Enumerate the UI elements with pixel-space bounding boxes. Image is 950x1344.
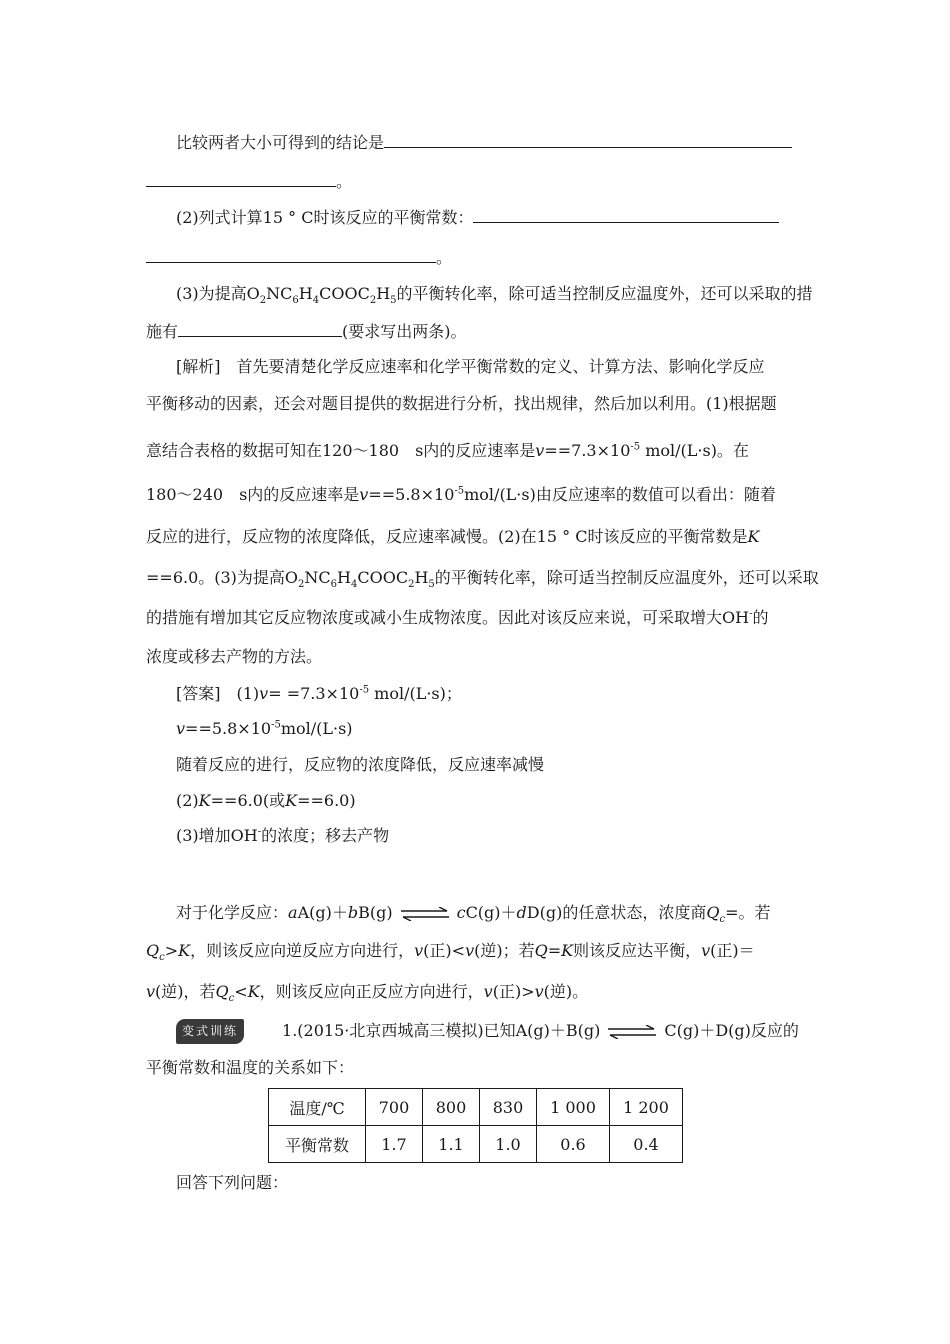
- table-cell: 平衡常数: [269, 1126, 366, 1163]
- conclusion-line-2: 。: [146, 170, 804, 193]
- analysis-line: 反应的进行，反应物的浓度降低，反应速率减慢。(2)在15 ° C时该反应的平衡常数是K: [146, 527, 760, 546]
- summary-line: $Q_c>K$，则该反应向逆反应方向进行，v(正)<v(逆)；若Q=K则该反应达平衡，v(正)＝: [146, 941, 755, 964]
- summary-line: 对于化学反应：aA(g)＋bB(g) cC(g)＋dD(g)的任意状态，浓度商$Q_c=$。若: [176, 903, 771, 926]
- answer-line: (3)增加OH-的浓度；移去产物: [176, 826, 390, 845]
- answer-blank: [473, 206, 779, 223]
- analysis-line: 平衡移动的因素，还会对题目提供的数据进行分析，找出规律，然后加以利用。(1)根据题: [146, 394, 777, 413]
- answer-blank: [384, 131, 792, 148]
- analysis-line: 意结合表格的数据可知在120～180 s内的反应速率是$v==7.3\times 10^{-5}$ mol/(L·s)。在: [146, 441, 749, 460]
- table-cell: 1 000: [537, 1089, 610, 1126]
- table-row: [269, 1089, 683, 1126]
- answer-line: 随着反应的进行，反应物的浓度降低，反应速率减慢: [176, 755, 545, 774]
- table-cell: 830: [480, 1089, 537, 1126]
- table-cell: 温度/℃: [269, 1089, 366, 1126]
- reversible-arrow-icon: [399, 907, 451, 921]
- table-cell: 1 200: [610, 1089, 683, 1126]
- reversible-arrow-icon: [606, 1025, 658, 1039]
- table-cell: 1.1: [423, 1126, 480, 1163]
- question-2-text: (2)列式计算15 ° C时该反应的平衡常数：: [176, 208, 474, 227]
- answer-blank: [146, 170, 336, 187]
- conclusion-line: [176, 131, 804, 154]
- analysis-line: 180～240 s内的反应速率是$v==5.8\times 10^{-5}mol/(L\cdot s)$由反应速率的数值可以看出：随着: [146, 485, 776, 504]
- answer-blank: [146, 246, 436, 263]
- analysis-line: 浓度或移去产物的方法。: [146, 647, 323, 666]
- table-cell: 700: [366, 1089, 423, 1126]
- analysis-line: [解析] 首先要清楚化学反应速率和化学平衡常数的定义、计算方法、影响化学反应: [176, 357, 765, 376]
- answer-line: $v==5.8\times 10^{-5}mol/(L\cdot s)$: [176, 719, 353, 738]
- table-row: [269, 1126, 683, 1163]
- analysis-line: ==6.0。(3)为提高$O_2NC_6H_4COOC_2H_5$的平衡转化率，除可适当控制反应温度外，还可以采取: [146, 568, 819, 591]
- analysis-line: 的措施有增加其它反应物浓度或减小生成物浓度。因此对该反应来说，可采取增大OH-的: [146, 608, 769, 627]
- answer-blank: [178, 320, 342, 337]
- exercise-line: 回答下列问题：: [176, 1173, 289, 1192]
- table-cell: 0.6: [537, 1126, 610, 1163]
- table-cell: 800: [423, 1089, 480, 1126]
- table-cell: 0.4: [610, 1126, 683, 1163]
- answer-line: (2)K==6.0(或K==6.0): [176, 791, 356, 810]
- question-2-line-2: 。: [146, 246, 804, 269]
- exercise-line: 平衡常数和温度的关系如下：: [146, 1058, 355, 1077]
- conclusion-prompt: 比较两者大小可得到的结论是: [176, 133, 385, 152]
- question-3-line-2: 施有 (要求写出两条)。: [146, 322, 467, 341]
- exercise-badge: 变式训练: [176, 1019, 244, 1044]
- table-cell: 1.0: [480, 1126, 537, 1163]
- question-2: [176, 206, 804, 229]
- summary-line: v(逆)，若$Q_c<K$，则该反应向正反应方向进行，v(正)>v(逆)。: [146, 982, 589, 1005]
- exercise-line: 变式训练 1.(2015·北京西城高三模拟)已知A(g)＋B(g) C(g)＋D(g)反应的: [176, 1019, 804, 1044]
- answer-line: [答案] $(1)v= =7.3\times 10^{-5}$ mol/(L·s)；: [176, 684, 462, 703]
- equilibrium-constant-table: [268, 1088, 683, 1163]
- question-3: (3)为提高$O_2NC_6H_4COOC_2H_5$的平衡转化率，除可适当控制反应温度外，还可以采取的措: [176, 284, 813, 307]
- table-cell: 1.7: [366, 1126, 423, 1163]
